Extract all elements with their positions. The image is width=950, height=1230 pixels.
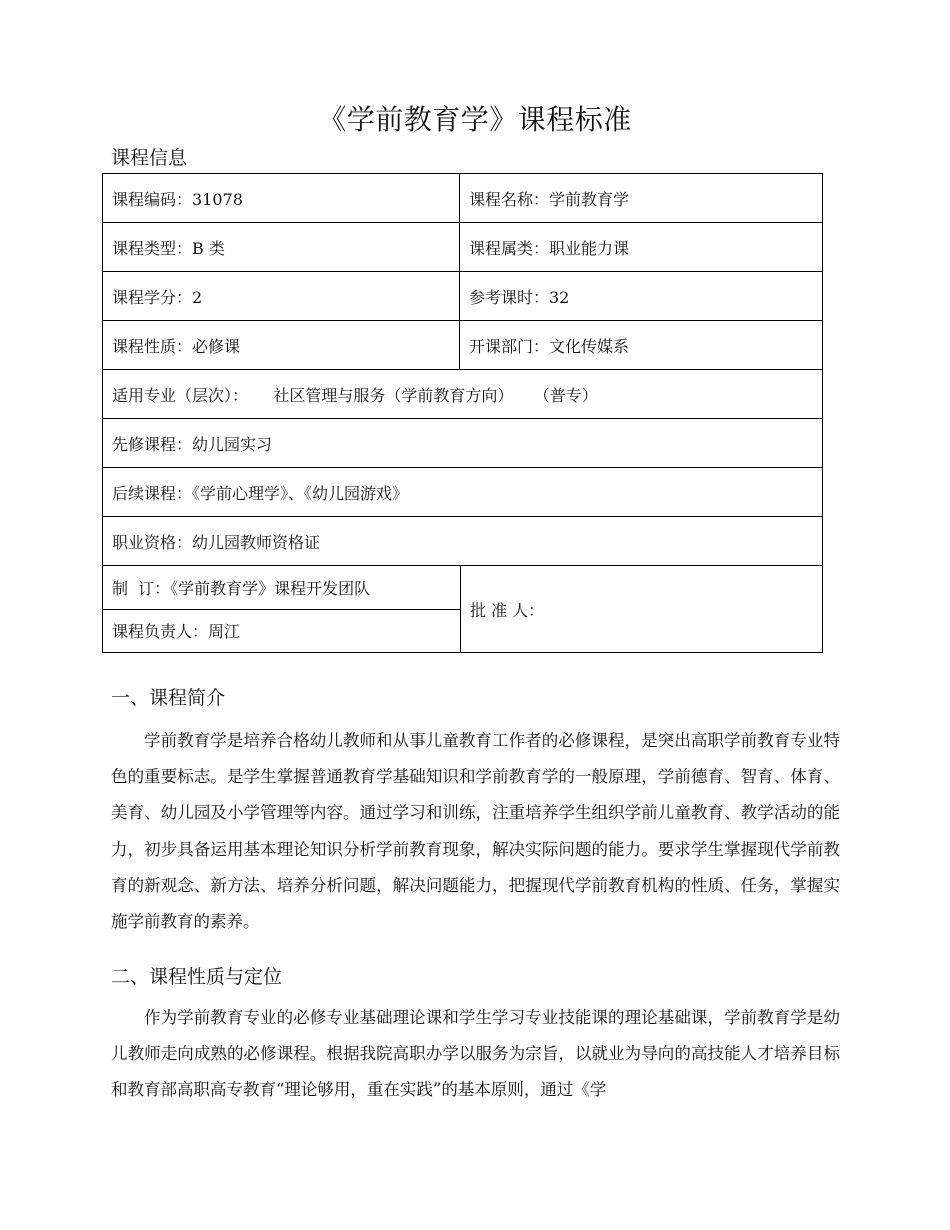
table-row xyxy=(103,418,822,467)
author-cell: 制 订：《学前教育学》课程开发团队 xyxy=(112,578,371,598)
course-department-cell: 开课部门：文化传媒系 xyxy=(469,336,630,356)
course-credit-cell: 课程学分：2 xyxy=(103,272,460,320)
table-row xyxy=(103,369,822,418)
section-heading-intro: 一、课程简介 xyxy=(111,687,226,709)
table-row xyxy=(103,271,822,320)
prerequisite-cell: 先修课程：幼儿园实习 xyxy=(112,434,273,454)
section-body-intro: 学前教育学是培养合格幼儿教师和从事儿童教育工作者的必修课程，是突出高职学前教育专业特色的重要标志。是学生掌握普通教育学基础知识和学前教育学的一般原理，学前德育、智育、体育、美育、幼儿园及小学管理等内容。通过学习和训练，注重培养学生组织学前儿童教育、教学活动的能力，初步具备运用基本理论知识分析学前教育现象，解决实际问题的能力。要求学生掌握现代学前教育的新观念、新方法、培养分析问题，解决问题能力，把握现代学前教育机构的性质、任务，掌握实施学前教育的素养。 xyxy=(111,731,840,932)
course-info-table xyxy=(102,173,823,653)
table-row xyxy=(103,565,822,652)
course-nature-cell: 课程性质：必修课 xyxy=(103,321,460,369)
course-name-cell: 课程名称：学前教育学 xyxy=(469,189,630,209)
followup-course-cell: 后续课程：《学前心理学》、《幼儿园游戏》 xyxy=(112,483,409,503)
table-row xyxy=(103,467,822,516)
section-body-nature: 作为学前教育专业的必修专业基础理论课和学生学习专业技能课的理论基础课，学前教育学是幼儿教师走向成熟的必修课程。根据我院高职办学以服务为宗旨，以就业为导向的高技能人才培养目标和教育部高职高专教育“理论够用，重在实践”的基本原则，通过《学 xyxy=(111,1008,840,1100)
course-type-cell: 课程类型：B 类 xyxy=(103,223,460,271)
document-title: 《学前教育学》课程标准 xyxy=(318,103,632,136)
table-row xyxy=(103,516,822,565)
info-section-label: 课程信息 xyxy=(111,147,188,169)
course-code-cell: 课程编码：31078 xyxy=(103,174,460,222)
course-hours-cell: 参考课时：32 xyxy=(469,287,570,307)
qualification-cell: 职业资格：幼儿园教师资格证 xyxy=(112,532,321,552)
table-row xyxy=(103,222,822,271)
course-lead-cell: 课程负责人：周江 xyxy=(103,609,460,653)
approver-cell: 批 准 人： xyxy=(470,600,545,620)
section-heading-nature: 二、课程性质与定位 xyxy=(111,966,283,988)
author-column xyxy=(103,566,461,652)
table-row xyxy=(103,174,822,222)
table-row xyxy=(103,320,822,369)
applicable-major-cell: 适用专业（层次）： 社区管理与服务（学前教育方向） （普专） xyxy=(112,385,598,405)
course-category-cell: 课程属类：职业能力课 xyxy=(469,238,630,258)
